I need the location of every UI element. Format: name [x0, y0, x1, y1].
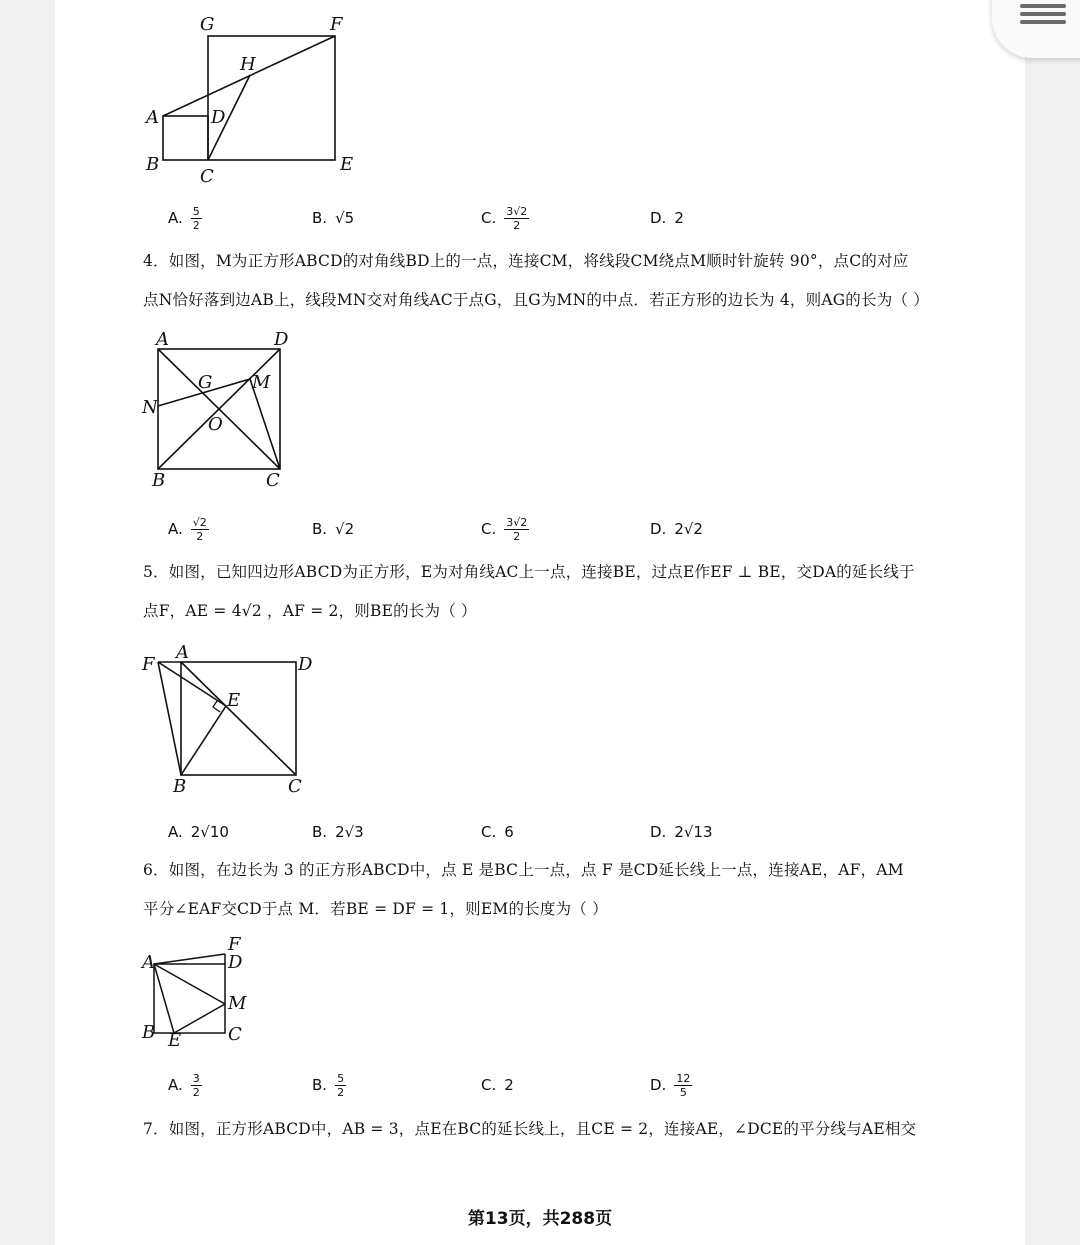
label-o: O: [208, 414, 223, 435]
fraction: $\frac{3√2}{2}$: [506, 515, 528, 543]
q4-text: [143, 242, 943, 320]
option-d[interactable]: D. 2: [650, 209, 684, 227]
q4-line2: 点N恰好落到边AB上，线段MN交对角线AC于点G，且G为MN的中点．若正方形的边长为 4，则AG的长为（ ）: [143, 291, 929, 309]
option-a[interactable]: A. 2√10: [168, 823, 229, 841]
option-c[interactable]: C. 6: [481, 823, 514, 841]
q3-options: [0, 201, 1080, 235]
fraction: $\frac{√2}{2}$: [192, 515, 207, 543]
label-c: C: [288, 776, 302, 797]
q6-line1: 6．如图，在边长为 3 的正方形ABCD中，点 E 是BC上一点，点 F 是CD延长线上一点，连接AE，AF，AM: [143, 861, 904, 879]
label-m: M: [252, 372, 271, 393]
option-a[interactable]: A. $\frac{5}{2}$: [168, 204, 200, 232]
q6-line2: 平分∠EAF交CD于点 M．若BE = DF = 1，则EM的长度为（ ）: [143, 900, 608, 918]
segment-fb: [158, 662, 181, 775]
label-d: D: [211, 107, 226, 128]
label-b: B: [142, 1022, 156, 1043]
q6-figure: [140, 934, 260, 1049]
diagonal-ac: [181, 662, 296, 775]
label-n: N: [142, 397, 158, 418]
q7-text: [143, 1110, 943, 1149]
q5-text: [143, 553, 943, 631]
label-f: F: [142, 654, 155, 675]
label-d: D: [274, 329, 289, 350]
label-a: A: [142, 952, 155, 973]
label-m: M: [228, 993, 247, 1014]
option-c[interactable]: C. 2: [481, 1076, 514, 1094]
label-g: G: [198, 372, 213, 393]
option-a[interactable]: A. $\frac{3}{2}$: [168, 1071, 200, 1099]
label-d: D: [298, 654, 313, 675]
right-angle-mark: [213, 701, 220, 712]
label-c: C: [200, 166, 214, 187]
option-a[interactable]: A. $\frac{√2}{2}$: [168, 515, 207, 543]
label-c: C: [266, 470, 280, 491]
option-b[interactable]: B. √5: [312, 209, 355, 227]
option-b[interactable]: B. √2: [312, 520, 355, 538]
label-f: F: [228, 934, 241, 955]
q7-line1: 7．如图，正方形ABCD中，AB = 3，点E在BC的延长线上，且CE = 2，连接AE，∠DCE的平分线与AE相交: [143, 1120, 917, 1138]
menu-icon-line: [1020, 20, 1066, 24]
label-h: H: [240, 54, 256, 75]
option-c[interactable]: C. $\frac{3√2}{2}$: [481, 515, 528, 543]
label-a: A: [156, 329, 169, 350]
label-e: E: [340, 154, 354, 175]
page-indicator: 第13页，共288页: [467, 1209, 613, 1229]
fraction: $\frac{5}{2}$: [192, 204, 200, 232]
square-gefc: [208, 36, 335, 160]
q4-figure: [140, 328, 300, 493]
q3-figure: [140, 10, 380, 190]
label-b: B: [146, 154, 160, 175]
option-d[interactable]: D. 2√13: [650, 823, 713, 841]
square-abcd: [163, 116, 208, 160]
label-b: B: [152, 470, 166, 491]
label-d: D: [228, 952, 243, 973]
option-b[interactable]: B. $\frac{5}{2}$: [312, 1071, 345, 1099]
option-b[interactable]: B. 2√3: [312, 823, 364, 841]
fraction: $\frac{3}{2}$: [192, 1071, 200, 1099]
label-e: E: [227, 690, 241, 711]
segment-be: [181, 706, 226, 775]
q6-text: [143, 851, 943, 929]
menu-icon-line: [1020, 12, 1066, 16]
segment-af: [154, 954, 225, 964]
fraction: $\frac{3√2}{2}$: [506, 204, 528, 232]
label-f: F: [330, 14, 343, 35]
menu-icon: [1020, 4, 1066, 8]
q6-options: [0, 1068, 1080, 1102]
segment-fe: [158, 662, 226, 706]
fraction: $\frac{12}{5}$: [676, 1071, 691, 1099]
label-c: C: [228, 1024, 242, 1045]
segment-em: [174, 1004, 225, 1033]
q5-line2: 点F，AE = 4√2 ，AF = 2，则BE的长为（ ）: [143, 602, 477, 620]
label-e: E: [168, 1030, 182, 1049]
label-a: A: [176, 642, 189, 663]
fraction: $\frac{5}{2}$: [337, 1071, 345, 1099]
q5-options: [0, 815, 1080, 849]
label-a: A: [146, 107, 159, 128]
segment-am: [154, 964, 225, 1004]
q4-options: [0, 512, 1080, 546]
label-g: G: [200, 14, 215, 35]
option-c[interactable]: C. $\frac{3√2}{2}$: [481, 204, 528, 232]
q4-line1: 4．如图，M为正方形ABCD的对角线BD上的一点，连接CM，将线段CM绕点M顺时针旋转 90°，点C的对应: [143, 252, 909, 270]
q5-line1: 5．如图，已知四边形ABCD为正方形，E为对角线AC上一点，连接BE，过点E作EF ⊥ BE，交DA的延长线于: [143, 563, 915, 581]
q5-figure: [140, 640, 325, 800]
option-d[interactable]: D. 2√2: [650, 520, 703, 538]
label-b: B: [173, 776, 187, 797]
option-d[interactable]: D. $\frac{12}{5}$: [650, 1071, 691, 1099]
